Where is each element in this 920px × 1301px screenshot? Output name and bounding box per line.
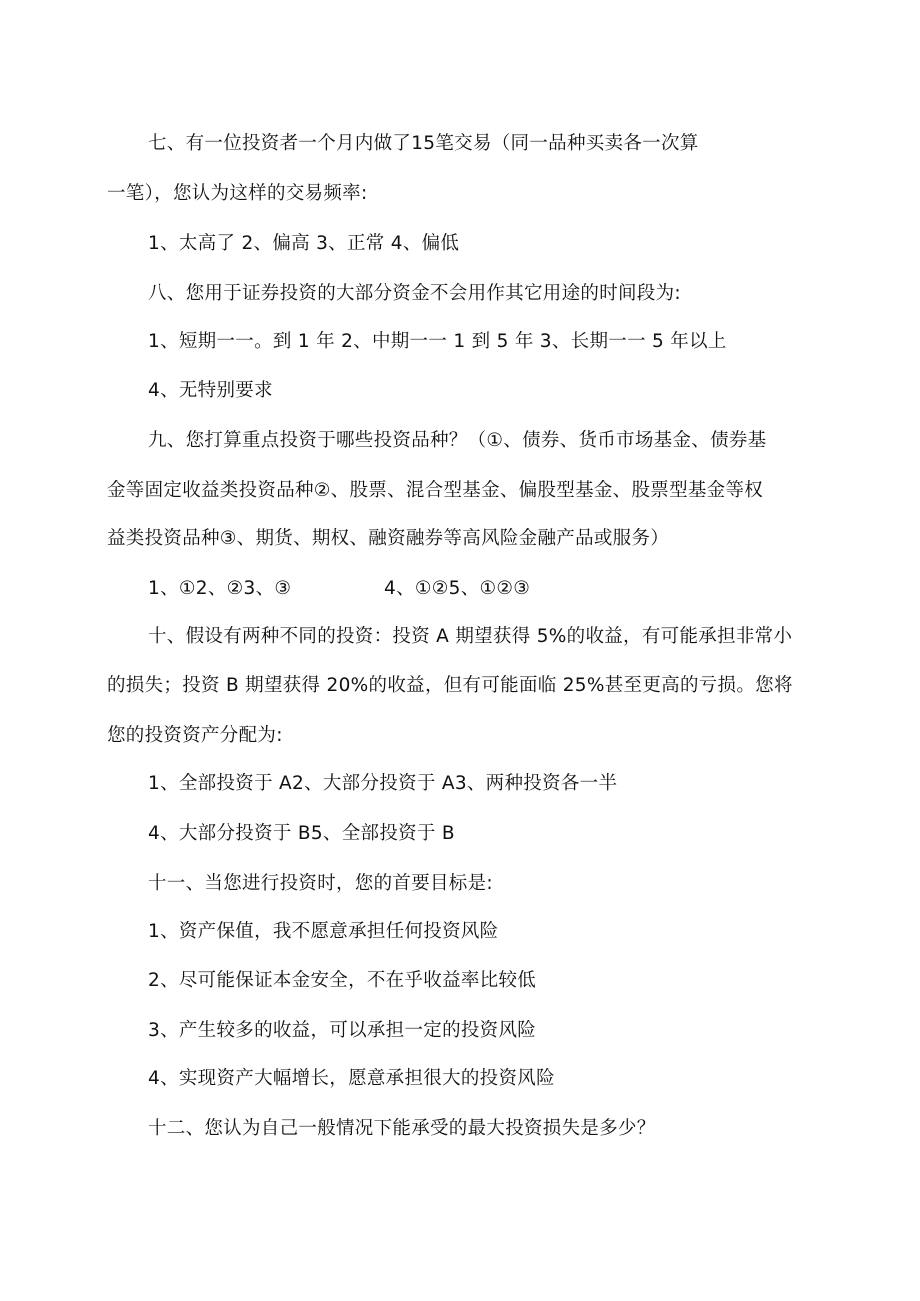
- question-11-option-3: 3、产生较多的收益，可以承担一定的投资风险: [148, 1020, 537, 1041]
- question-7-text-line-1: 七、有一位投资者一个月内做了15笔交易（同一品种买卖各一次算: [148, 133, 699, 154]
- question-7-text-line-2: 一笔），您认为这样的交易频率:: [107, 183, 368, 204]
- question-10-text-line-3: 您的投资资产分配为:: [107, 725, 283, 746]
- question-9-text-line-3: 益类投资品种③、期货、期权、融资融券等高风险金融产品或服务）: [107, 528, 670, 549]
- question-9-options-part-2: 4、①②5、①②③: [384, 578, 531, 599]
- question-10-options-line-1: 1、全部投资于 A2、大部分投资于 A3、两种投资各一半: [148, 773, 618, 794]
- question-7-options: 1、太高了 2、偏高 3、正常 4、偏低: [148, 233, 460, 254]
- question-8-options-line-1: 1、短期一一。到 1 年 2、中期一一 1 到 5 年 3、长期一一 5 年以上: [148, 331, 727, 352]
- question-10-text-line-2: 的损失；投资 B 期望获得 20%的收益，但有可能面临 25%甚至更高的亏损。您将: [107, 675, 793, 696]
- question-8-options-line-2: 4、无特别要求: [148, 380, 273, 401]
- question-9-options-part-1: 1、①2、②3、③: [148, 578, 292, 599]
- question-11-option-2: 2、尽可能保证本金安全，不在乎收益率比较低: [148, 970, 537, 991]
- question-8-text: 八、您用于证券投资的大部分资金不会用作其它用途的时间段为:: [148, 283, 681, 304]
- question-9-text-line-2: 金等固定收益类投资品种②、股票、混合型基金、偏股型基金、股票型基金等权: [107, 480, 764, 501]
- question-10-options-line-2: 4、大部分投资于 B5、全部投资于 B: [148, 823, 455, 844]
- question-11-option-1: 1、资产保值，我不愿意承担任何投资风险: [148, 921, 499, 942]
- question-11-option-4: 4、实现资产大幅增长，愿意承担很大的投资风险: [148, 1068, 555, 1089]
- question-9-text-line-1: 九、您打算重点投资于哪些投资品种？（①、债券、货币市场基金、债券基: [148, 430, 767, 451]
- question-10-text-line-1: 十、假设有两种不同的投资：投资 A 期望获得 5%的收益，有可能承担非常小: [148, 626, 793, 647]
- question-12-text: 十二、您认为自己一般情况下能承受的最大投资损失是多少？: [148, 1118, 656, 1139]
- question-11-text: 十一、当您进行投资时，您的首要目标是:: [148, 873, 493, 894]
